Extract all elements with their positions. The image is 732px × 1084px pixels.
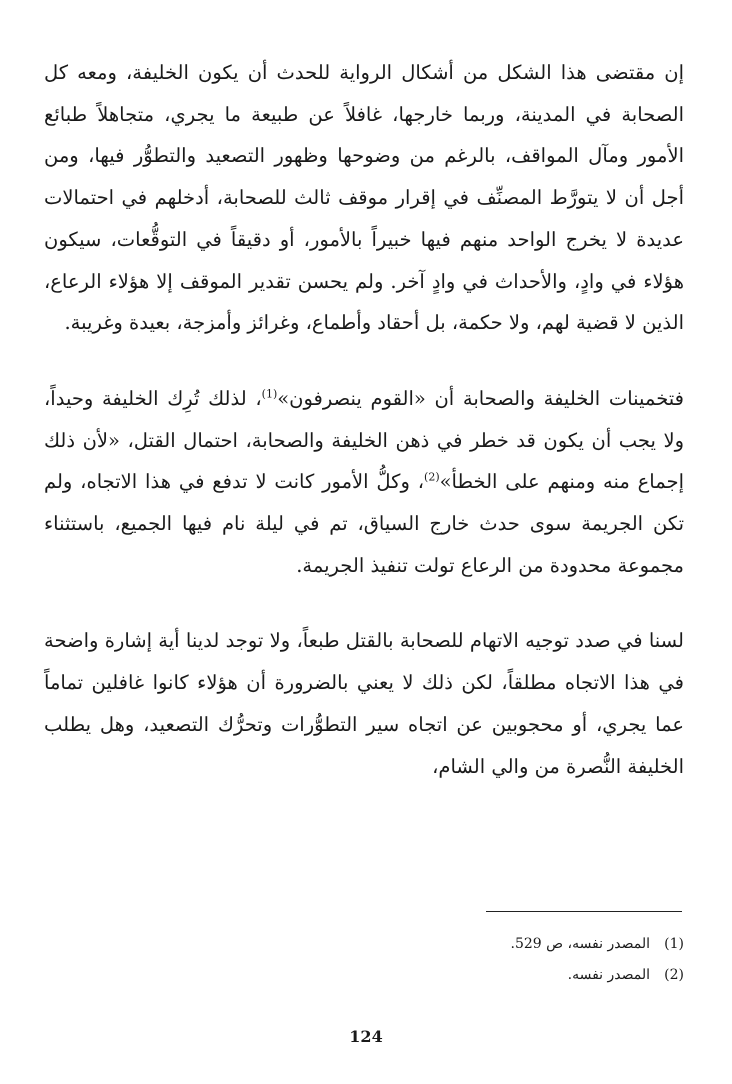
footnote-text: المصدر نفسه، ص 529. <box>510 936 650 952</box>
paragraph-text: ، وكلُّ الأمور كانت لا تدفع في هذا الاتجاه، ولم تكن الجريمة سوى حدث خارج السياق، تم في ليلة نام فيها الجميع، باستثناء مجموعة محدودة من الرعاع تولت تنفيذ الجريمة. <box>44 470 684 577</box>
paragraph <box>44 620 684 787</box>
footnote-number: (2) <box>664 967 684 983</box>
footnote-divider <box>486 911 682 912</box>
footnote-number: (1) <box>664 936 684 952</box>
footnotes <box>511 929 684 991</box>
body-text <box>44 52 684 787</box>
page-number: 124 <box>349 1027 383 1046</box>
footnote-reference: (1) <box>261 387 278 401</box>
footnote-item <box>511 929 684 960</box>
paragraph-text: إن مقتضى هذا الشكل من أشكال الرواية للحدث أن يكون الخليفة، ومعه كل الصحابة في المدينة، وربما خارجها، غافلاً عن طبيعة ما يجري، متجاهلاً طبائع الأمور ومآل المواقف، بالرغم من وضوحها وظهور التصعيد والتطوُّر فيها، ومن أجل أن لا يتورَّط المصنِّف في إقرار موقف ثالث للصحابة، أدخلهم في احتمالات عديدة لا يخرج الواحد منهم فيها خبيراً بالأمور، أو دقيقاً في التوقُّعات، سيكون هؤلاء في وادٍ، والأحداث في وادٍ آخر. ولم يحسن تقدير الموقف إلا هؤلاء الرعاع، الذين لا قضية لهم، ولا حكمة، بل أحقاد وأطماع، وغرائز وأمزجة، بعيدة وغريبة. <box>44 61 685 335</box>
paragraph <box>44 52 684 344</box>
paragraph <box>44 378 684 587</box>
paragraph-text: فتخمينات الخليفة والصحابة أن «القوم ينصرفون» <box>277 386 685 410</box>
footnote-item <box>511 960 684 991</box>
footnote-text: المصدر نفسه. <box>567 967 650 983</box>
footnote-reference: (2) <box>424 470 440 484</box>
paragraph-text: ، لذلك تُرِك الخليفة وحيداً، ولا يجب أن يكون قد خطر في ذهن الخليفة والصحابة، احتمال القتل، «لأن ذلك إجماع منه ومنهم على الخطأ» <box>44 386 684 494</box>
paragraph-text: لسنا في صدد توجيه الاتهام للصحابة بالقتل طبعاً، ولا توجد لدينا أية إشارة واضحة في هذا الاتجاه مطلقاً، لكن ذلك لا يعني بالضرورة أن هؤلاء كانوا غافلين تماماً عما يجري، أو محجوبين عن اتجاه سير التطوُّرات وتحرُّك التصعيد، وهل يطلب الخليفة النُّصرة من والي الشام، <box>44 629 684 778</box>
